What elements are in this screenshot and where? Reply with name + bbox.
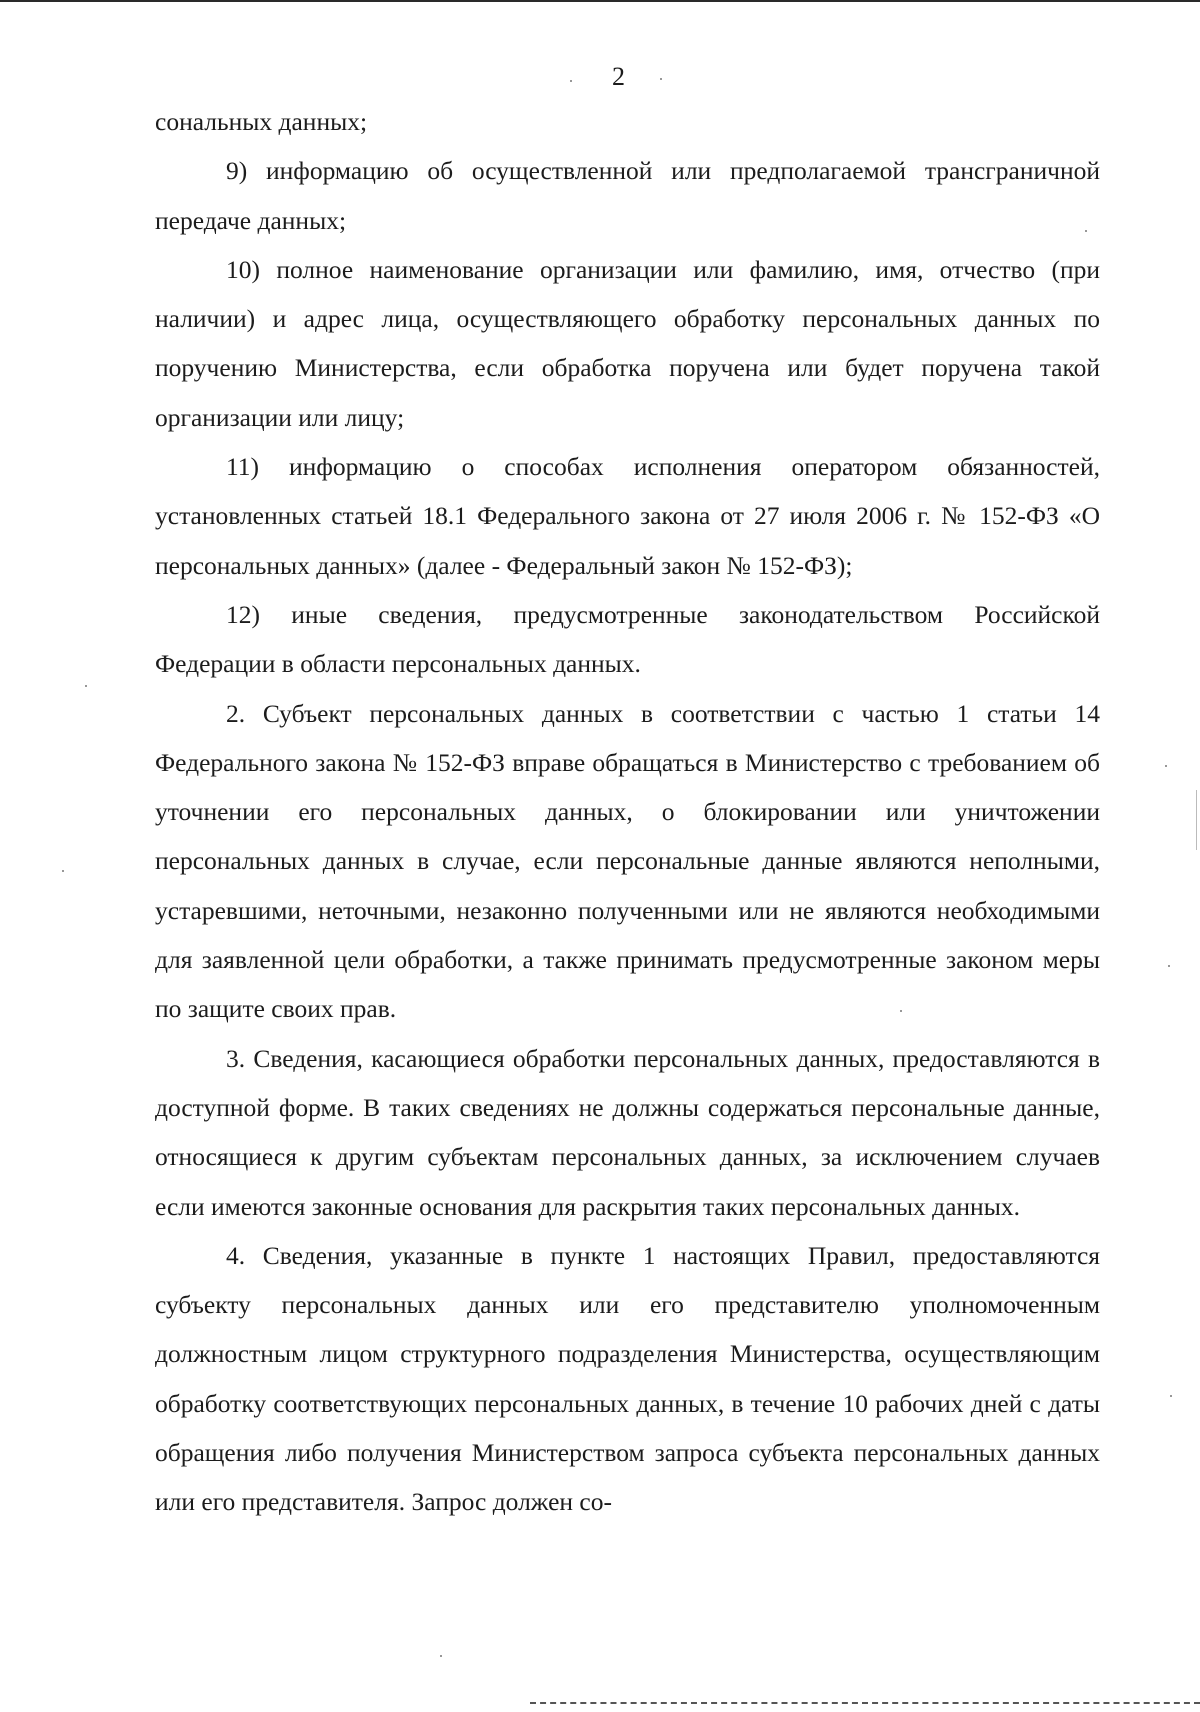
scan-speck bbox=[1165, 765, 1167, 767]
paragraph-item-9: 9) информацию об осуществленной или предполагаемой трансграничной передаче данных; bbox=[155, 156, 1100, 235]
scan-speck bbox=[1170, 1395, 1172, 1397]
paragraph-item-11: 11) информацию о способах исполнения оператором обязанностей, установленных статьей 18.1 Федерального закона от 27 июля 2006 г. № 152-ФЗ «О персональных данных» (далее - Федеральный закон № 152-ФЗ); bbox=[155, 452, 1100, 580]
scan-speck bbox=[62, 870, 64, 872]
scan-edge-mark bbox=[1196, 790, 1197, 850]
paragraph-section-4: 4. Сведения, указанные в пункте 1 настоящих Правил, предоставляются субъекту персональных данных или его представителю уполномоченным должностным лицом структурного подразделения Министерства, осуществляющим обработку соответствующих персональных данных, в течение 10 рабочих дней с даты обращения либо получения Министерством запроса субъекта персональных данных или его представителя. Запрос должен со- bbox=[155, 1240, 1100, 1517]
body-text bbox=[155, 97, 1100, 1527]
paragraph-item-10: 10) полное наименование организации или фамилию, имя, отчество (при наличии) и адрес лица, осуществляющего обработку персональных данных по поручению Министерства, если обработка поручена или будет поручена такой организации или лицу; bbox=[155, 254, 1100, 432]
page-number: 2 bbox=[612, 62, 625, 91]
scan-speck bbox=[440, 1655, 442, 1657]
scan-speck bbox=[900, 1010, 902, 1012]
scan-speck bbox=[570, 80, 572, 82]
paragraph-continuation: сональных данных; bbox=[155, 107, 368, 136]
scan-speck bbox=[1168, 965, 1170, 967]
scan-speck bbox=[85, 685, 87, 687]
top-edge-line bbox=[0, 0, 1200, 2]
paragraph-section-3: 3. Сведения, касающиеся обработки персональных данных, предоставляются в доступной форме. В таких сведениях не должны содержаться персональные данные, относящиеся к другим субъектам персональных данных, за исключением случаев если имеются законные основания для раскрытия таких персональных данных. bbox=[155, 1043, 1100, 1221]
paragraph-section-2: 2. Субъект персональных данных в соответствии с частью 1 статьи 14 Федерального закона № 152-ФЗ вправе обращаться в Министерство с требованием об уточнении его персональных данных, о блокировании или уничтожении персональных данных в случае, если персональные данные являются неполными, устаревшими, неточными, незаконно полученными или не являются необходимыми для заявленной цели обработки, а также принимать предусмотренные законом меры по защите своих прав. bbox=[155, 698, 1100, 1024]
scan-speck bbox=[660, 78, 662, 80]
scan-speck bbox=[1085, 230, 1087, 232]
bottom-edge-line bbox=[530, 1702, 1200, 1704]
paragraph-item-12: 12) иные сведения, предусмотренные законодательством Российской Федерации в области персональных данных. bbox=[155, 599, 1100, 679]
